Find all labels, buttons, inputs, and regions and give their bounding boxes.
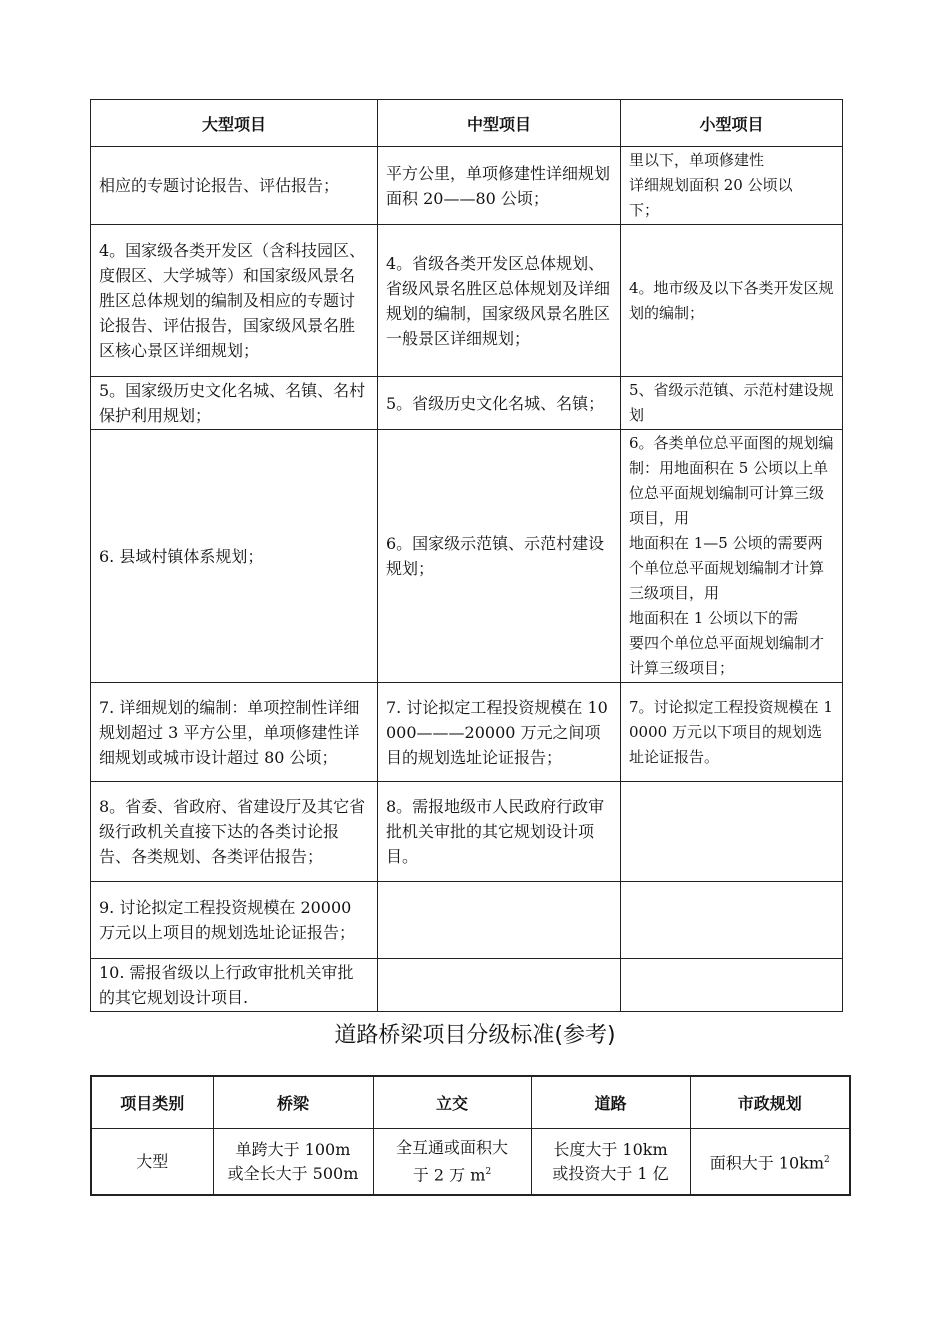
header-road: 道路: [531, 1076, 690, 1129]
table-cell: [378, 959, 621, 1012]
table-row: [91, 225, 843, 377]
table-row: [91, 1129, 850, 1196]
planning-cell: [690, 1129, 850, 1196]
project-grade-table: [90, 99, 843, 1012]
table-cell: 7. 讨论拟定工程投资规模在 10000———20000 万元之间项目的规划选址论证报告；: [378, 683, 621, 782]
interchange-cell: [373, 1129, 531, 1196]
table-cell: [378, 882, 621, 959]
table-cell: 4。国家级各类开发区（含科技园区、度假区、大学城等）和国家级风景名胜区总体规划的编制及相应的专题讨论报告、评估报告，国家级风景名胜区核心景区详细规划；: [91, 225, 378, 377]
table-row: [91, 377, 843, 430]
table-row: [91, 959, 843, 1012]
road-bridge-grade-table: [90, 1075, 851, 1196]
table-row: [91, 430, 843, 683]
table-cell: 7。讨论拟定工程投资规模在 10000 万元以下项目的规划选址论证报告。: [621, 683, 843, 782]
interchange-line2: 于 2 万 m: [412, 1165, 486, 1185]
table-cell: [621, 882, 843, 959]
table-cell: 8。省委、省政府、省建设厅及其它省级行政机关直接下达的各类讨论报告、各类规划、各类评估报告；: [91, 782, 378, 882]
category-cell: 大型: [91, 1129, 213, 1196]
table-cell: 9. 讨论拟定工程投资规模在 20000 万元以上项目的规划选址论证报告；: [91, 882, 378, 959]
table-cell: 8。需报地级市人民政府行政审批机关审批的其它规划设计项目。: [378, 782, 621, 882]
header-category: 项目类别: [91, 1076, 213, 1129]
table-row: [91, 782, 843, 882]
road-cell: 长度大于 10km 或投资大于 1 亿: [531, 1129, 690, 1196]
table-cell: 6。各类单位总平面图的规划编制：用地面积在 5 公顷以上单位总平面规划编制可计算三级项目，用 地面积在 1—5 公顷的需要两个单位总平面规划编制才计算三级项目，用 地面积在 1 公顷以下的需 要四个单位总平面规划编制才计算三级项目；: [621, 430, 843, 683]
table-cell: 5。国家级历史文化名城、名镇、名村保护利用规划；: [91, 377, 378, 430]
table-cell: [621, 782, 843, 882]
planning-text: 面积大于 10km: [709, 1153, 825, 1173]
table-header-row: [91, 100, 843, 147]
table-cell: 7. 详细规划的编制：单项控制性详细规划超过 3 平方公里，单项修建性详细规划或城市设计超过 80 公顷；: [91, 683, 378, 782]
table-cell: 相应的专题讨论报告、评估报告；: [91, 147, 378, 225]
header-large-project: 大型项目: [91, 100, 378, 147]
interchange-line1: 全互通或面积大: [395, 1137, 508, 1157]
superscript: 2: [485, 1166, 492, 1177]
table-header-row: [91, 1076, 850, 1129]
table-cell: 里以下，单项修建性 详细规划面积 20 公顷以 下；: [621, 147, 843, 225]
table-row: [91, 882, 843, 959]
table-cell: 5。省级历史文化名城、名镇；: [378, 377, 621, 430]
header-interchange: 立交: [373, 1076, 531, 1129]
table-cell: 10. 需报省级以上行政审批机关审批的其它规划设计项目.: [91, 959, 378, 1012]
table-cell: 平方公里，单项修建性详细规划面积 20——80 公顷；: [378, 147, 621, 225]
table-cell: 4。省级各类开发区总体规划、省级风景名胜区总体规划及详细规划的编制，国家级风景名胜区一般景区详细规划；: [378, 225, 621, 377]
table-cell: 4。地市级及以下各类开发区规划的编制；: [621, 225, 843, 377]
header-small-project: 小型项目: [621, 100, 843, 147]
table-cell: 6. 县域村镇体系规划；: [91, 430, 378, 683]
section-title: 道路桥梁项目分级标准(参考): [334, 1023, 616, 1048]
table-row: [91, 683, 843, 782]
table-row: [91, 147, 843, 225]
table-cell: [621, 959, 843, 1012]
header-municipal-planning: 市政规划: [690, 1076, 850, 1129]
header-bridge: 桥梁: [213, 1076, 373, 1129]
header-medium-project: 中型项目: [378, 100, 621, 147]
superscript: 2: [824, 1154, 830, 1165]
table-cell: 5、省级示范镇、示范村建设规划: [621, 377, 843, 430]
table-cell: 6。国家级示范镇、示范村建设规划；: [378, 430, 621, 683]
bridge-cell: 单跨大于 100m 或全长大于 500m: [213, 1129, 373, 1196]
